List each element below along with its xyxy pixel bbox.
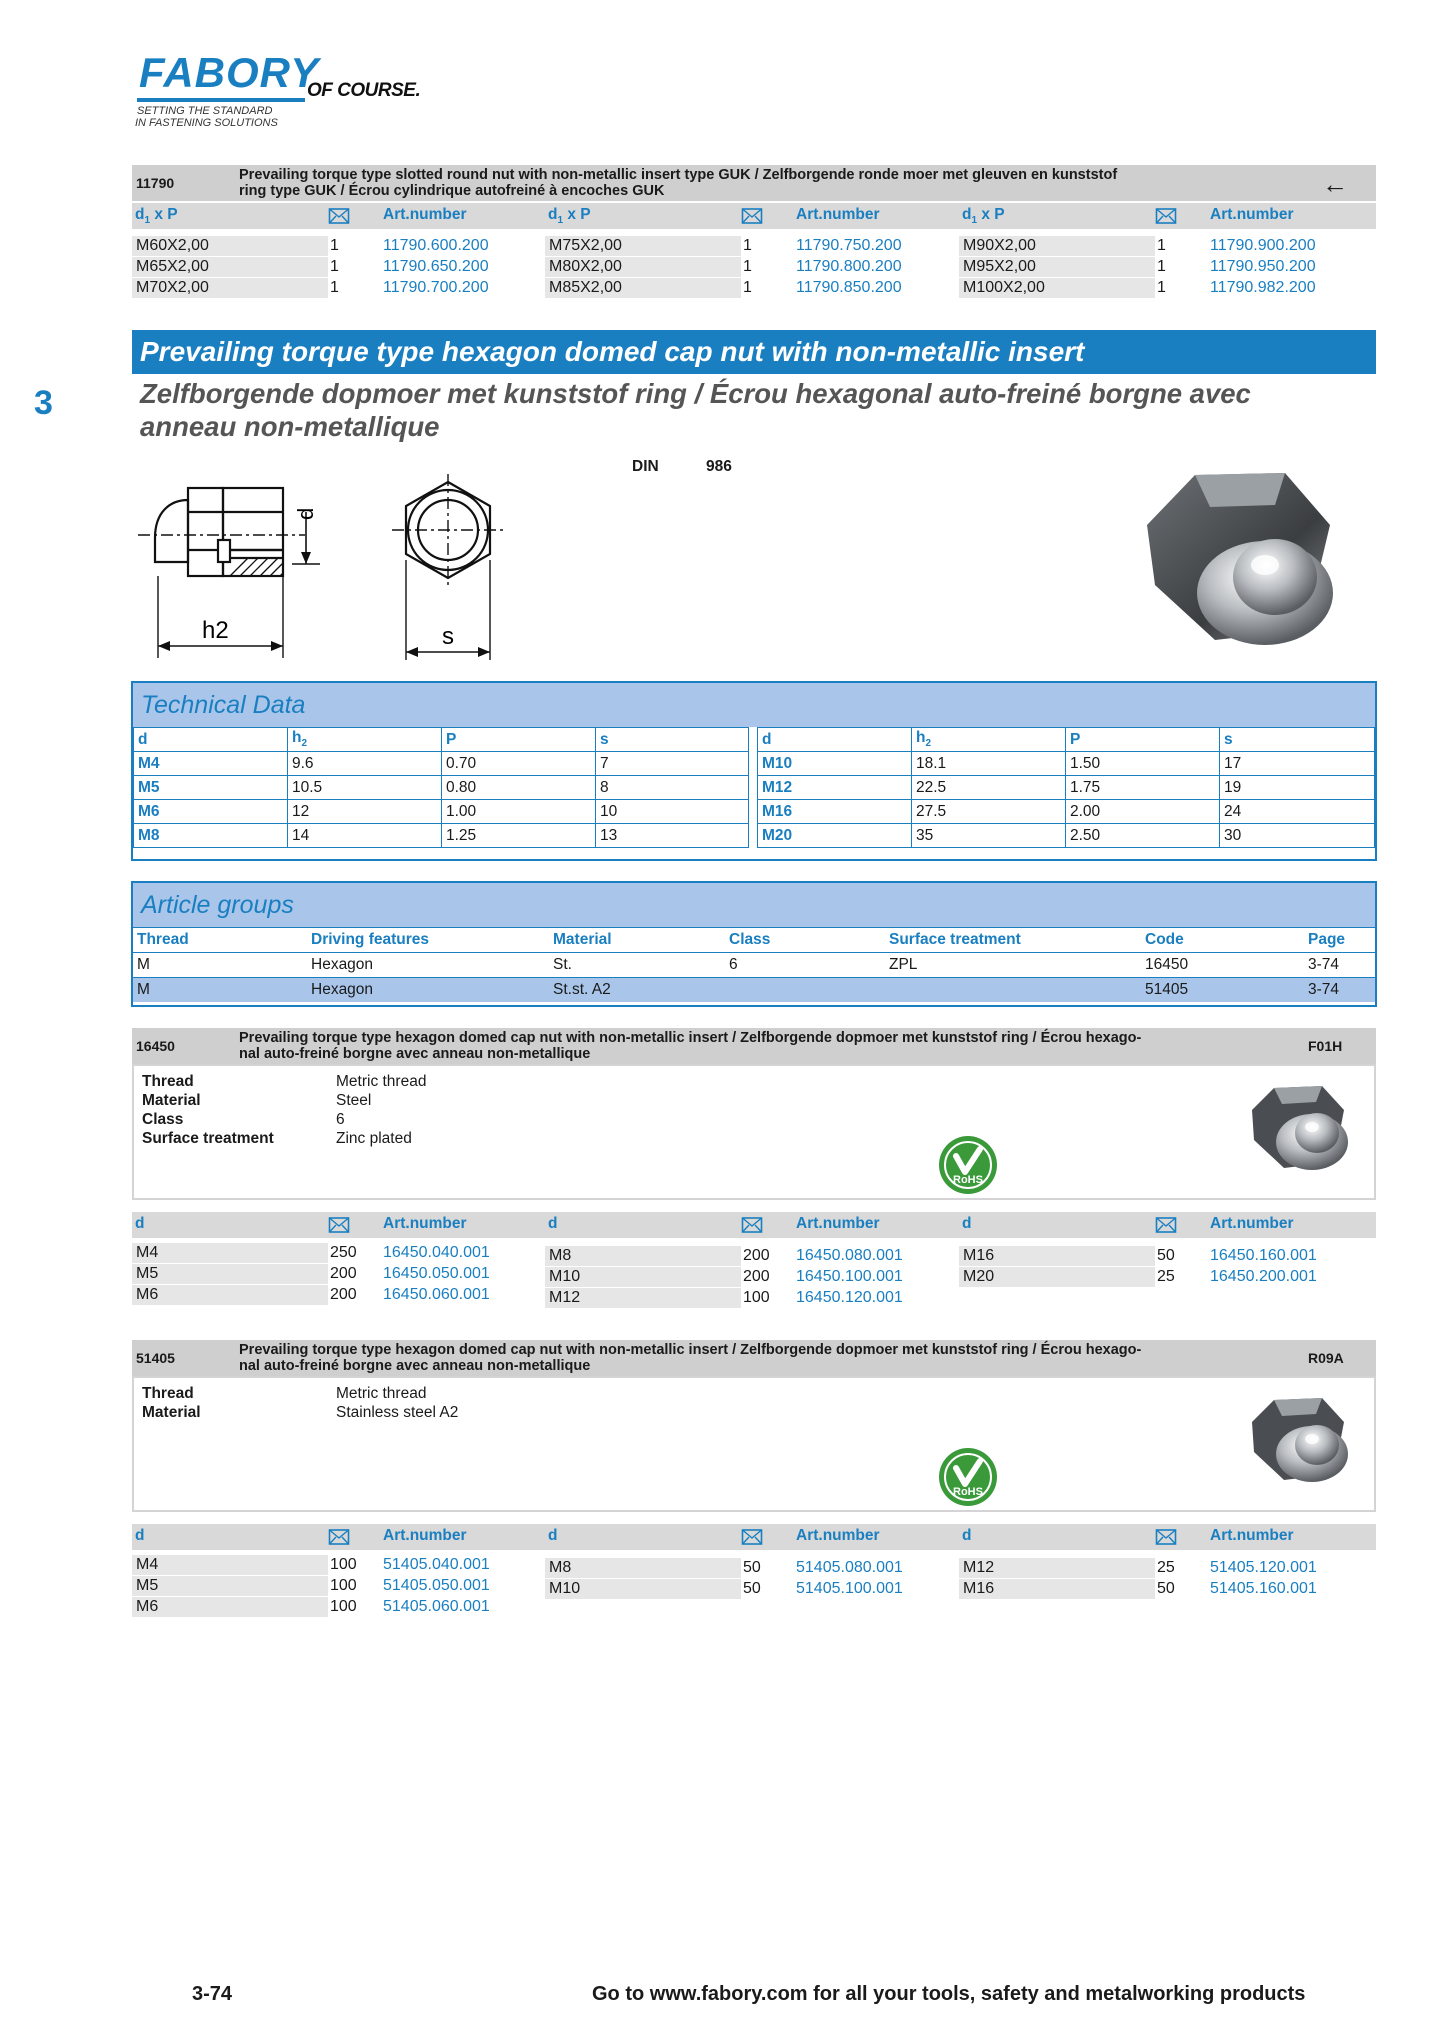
property-label: Material: [142, 1092, 201, 1109]
logo-of-course: OF COURSE.: [307, 80, 421, 101]
size-cell: M95X2,00: [959, 257, 1155, 277]
quantity-cell: 200: [743, 1247, 770, 1264]
section-title: Prevailing torque type hexagon domed cap nut with non-metallic insert: [140, 336, 1085, 367]
article-description-line-2: nal auto-freiné borgne avec anneau non-metallique: [239, 1046, 591, 1062]
cell-d: M8: [134, 824, 288, 848]
column-header-d: d: [548, 1527, 558, 1544]
cell-class: [725, 978, 885, 1003]
quantity-cell: 1: [1157, 237, 1166, 254]
article-number-link[interactable]: 11790.750.200: [796, 237, 902, 254]
cell-s: 24: [1220, 800, 1375, 824]
logo-brand-text: FABORY: [139, 49, 320, 96]
cell-driving-features: Hexagon: [307, 953, 549, 978]
cell-s: 13: [596, 824, 749, 848]
column-header-size: $d_1$ x P: [962, 206, 1005, 227]
packaging-quantity-icon: [1155, 207, 1177, 225]
article-number-link[interactable]: 16450.060.001: [383, 1286, 490, 1303]
cell-material: St.st. A2: [549, 978, 725, 1003]
cell-d: M20: [758, 824, 912, 848]
property-value: Steel: [336, 1092, 372, 1109]
quantity-cell: 100: [330, 1556, 357, 1573]
table-row: [134, 824, 749, 848]
article-description-line-2: ring type GUK / Écrou cylindrique autofreiné à encoches GUK: [239, 183, 665, 199]
article-groups-title: Article groups: [141, 891, 294, 919]
table-row: [758, 776, 1375, 800]
quantity-cell: 200: [330, 1286, 357, 1303]
article-number-link[interactable]: 51405.100.001: [796, 1580, 903, 1597]
size-cell: M8: [545, 1558, 741, 1578]
article-number-link[interactable]: 11790.800.200: [796, 258, 902, 275]
header-surface-treatment: Surface treatment: [885, 928, 1141, 953]
cell-p: 1.75: [1066, 776, 1220, 800]
article-groups-panel: [131, 881, 1377, 1007]
cell-h2: 12: [288, 800, 442, 824]
column-header-art-number: Art.number: [796, 1527, 880, 1544]
footer-promo-text: Go to www.fabory.com for all your tools, safety and metalworking products: [592, 1983, 1306, 2005]
rohs-badge-icon: [939, 1448, 997, 1506]
cell-thread: M: [133, 953, 307, 978]
packaging-quantity-icon: [328, 207, 350, 225]
quantity-cell: 1: [743, 258, 752, 275]
property-value: 6: [336, 1111, 345, 1128]
cell-h2: 35: [912, 824, 1066, 848]
product-thumbnail: [1244, 1080, 1364, 1180]
article-tag: R09A: [1308, 1350, 1344, 1366]
size-cell: M80X2,00: [545, 257, 741, 277]
header-s: s: [596, 728, 749, 752]
cell-d: M6: [134, 800, 288, 824]
table-row: [134, 752, 749, 776]
cell-d: M5: [134, 776, 288, 800]
size-cell: M65X2,00: [132, 257, 328, 277]
table-header-row: [758, 728, 1375, 752]
cell-d: M12: [758, 776, 912, 800]
technical-drawing: [130, 470, 520, 670]
article-description-line-1: Prevailing torque type hexagon domed cap nut with non-metallic insert / Zelfborgende dopmoer met kunststof ring / Écrou hexago-: [239, 1030, 1142, 1046]
column-header-d: d: [135, 1215, 145, 1232]
header-h2: $h_2$: [912, 728, 1066, 752]
article-number-link[interactable]: 16450.100.001: [796, 1268, 903, 1285]
article-number-link[interactable]: 16450.120.001: [796, 1289, 903, 1306]
article-number-link[interactable]: 11790.900.200: [1210, 237, 1316, 254]
quantity-cell: 100: [330, 1577, 357, 1594]
brand-logo: [135, 49, 435, 132]
header-d: d: [134, 728, 288, 752]
quantity-cell: 1: [330, 279, 339, 296]
property-value: Stainless steel A2: [336, 1404, 459, 1421]
table-header-row: [134, 728, 749, 752]
article-description-line-2: nal auto-freiné borgne avec anneau non-metallique: [239, 1358, 591, 1374]
cell-h2: 14: [288, 824, 442, 848]
header-p: P: [442, 728, 596, 752]
packaging-quantity-icon: [741, 1528, 763, 1546]
header-d: d: [758, 728, 912, 752]
article-description-line-1: Prevailing torque type slotted round nut with non-metallic insert type GUK / Zelfborgende ronde moer met gleuven en kunststof: [239, 167, 1118, 183]
cell-page[interactable]: 3-74: [1304, 978, 1375, 1003]
cell-s: 19: [1220, 776, 1375, 800]
article-number-link[interactable]: 11790.650.200: [383, 258, 489, 275]
quantity-cell: 50: [1157, 1580, 1175, 1597]
packaging-quantity-icon: [328, 1528, 350, 1546]
table-row: [758, 752, 1375, 776]
column-header-d: d: [962, 1215, 972, 1232]
article-number-link[interactable]: 51405.080.001: [796, 1559, 903, 1576]
header-page: Page: [1304, 928, 1375, 953]
page-number: 3-74: [192, 1983, 233, 2005]
quantity-cell: 1: [1157, 258, 1166, 275]
logo-underline: [137, 98, 305, 102]
size-cell: M75X2,00: [545, 236, 741, 256]
packaging-quantity-icon: [1155, 1216, 1177, 1234]
header-s: s: [1220, 728, 1375, 752]
size-cell: M6: [132, 1597, 328, 1617]
packaging-quantity-icon: [1155, 1528, 1177, 1546]
table-row[interactable]: [133, 978, 1375, 1003]
rohs-label: RoHS: [953, 1486, 983, 1498]
size-cell: M12: [959, 1558, 1155, 1578]
article-number-link[interactable]: 51405.160.001: [1210, 1580, 1317, 1597]
quantity-cell: 25: [1157, 1268, 1175, 1285]
article-number-link[interactable]: 16450.200.001: [1210, 1268, 1317, 1285]
size-cell: M4: [132, 1555, 328, 1575]
column-header-art-number: Art.number: [383, 1215, 467, 1232]
property-label: Thread: [142, 1073, 194, 1090]
article-number-link[interactable]: 16450.160.001: [1210, 1247, 1317, 1264]
rohs-badge-icon: [939, 1136, 997, 1194]
din-number: 986: [706, 458, 732, 475]
header-material: Material: [549, 928, 725, 953]
table-row[interactable]: [133, 953, 1375, 978]
property-value: Zinc plated: [336, 1130, 412, 1147]
table-row: [134, 800, 749, 824]
section-subtitle-line-1: Zelfborgende dopmoer met kunststof ring / Écrou hexagonal auto-freiné borgne avec: [140, 378, 1251, 409]
article-header-11790: [132, 165, 1376, 201]
technical-data-title-bar: [133, 683, 1375, 727]
article-number-link[interactable]: 51405.050.001: [383, 1577, 490, 1594]
quantity-cell: 50: [743, 1559, 761, 1576]
header-driving-features: Driving features: [307, 928, 549, 953]
din-label: DIN: [632, 458, 659, 475]
size-cell: M85X2,00: [545, 278, 741, 298]
cell-s: 10: [596, 800, 749, 824]
article-description-line-1: Prevailing torque type hexagon domed cap nut with non-metallic insert / Zelfborgende dopmoer met kunststof ring / Écrou hexago-: [239, 1342, 1142, 1358]
column-header-art-number: Art.number: [1210, 206, 1294, 223]
article-number-link[interactable]: 11790.600.200: [383, 237, 489, 254]
cell-code[interactable]: 16450: [1141, 953, 1304, 978]
column-header-d: d: [962, 1527, 972, 1544]
size-cell: M8: [545, 1246, 741, 1266]
size-cell: M100X2,00: [959, 278, 1155, 298]
property-label: Surface treatment: [142, 1130, 274, 1147]
cell-thread: M: [133, 978, 307, 1003]
technical-data-title: Technical Data: [141, 691, 306, 719]
size-cell: M70X2,00: [132, 278, 328, 298]
cell-page[interactable]: 3-74: [1304, 953, 1375, 978]
table-row: [758, 824, 1375, 848]
cell-h2: 18.1: [912, 752, 1066, 776]
article-number-link[interactable]: 51405.120.001: [1210, 1559, 1317, 1576]
cell-p: 2.50: [1066, 824, 1220, 848]
cell-code[interactable]: 51405: [1141, 978, 1304, 1003]
cell-h2: 10.5: [288, 776, 442, 800]
property-label: Thread: [142, 1385, 194, 1402]
product-properties-box: [132, 1376, 1376, 1512]
article-number-link[interactable]: 51405.040.001: [383, 1556, 490, 1573]
property-value: Metric thread: [336, 1385, 427, 1402]
size-cell: M16: [959, 1579, 1155, 1599]
column-header-art-number: Art.number: [383, 206, 467, 223]
cell-s: 30: [1220, 824, 1375, 848]
header-h2: $h_2$: [288, 728, 442, 752]
size-cell: M20: [959, 1267, 1155, 1287]
rohs-label: RoHS: [953, 1174, 983, 1186]
quantity-cell: 1: [743, 279, 752, 296]
packaging-quantity-icon: [328, 1216, 350, 1234]
quantity-cell: 100: [330, 1598, 357, 1615]
table-header-row: [133, 928, 1375, 953]
quantity-cell: 25: [1157, 1559, 1175, 1576]
dimension-s-label: s: [442, 623, 454, 650]
section-title-banner: [132, 330, 1376, 374]
size-cell: M90X2,00: [959, 236, 1155, 256]
article-groups-title-bar: [133, 883, 1375, 927]
cell-h2: 9.6: [288, 752, 442, 776]
cell-driving-features: Hexagon: [307, 978, 549, 1003]
logo-tagline-2: IN FASTENING SOLUTIONS: [135, 117, 278, 129]
product-thumbnail: [1244, 1392, 1364, 1492]
header-thread: Thread: [133, 928, 307, 953]
cell-p: 1.50: [1066, 752, 1220, 776]
cell-class: 6: [725, 953, 885, 978]
article-number-link[interactable]: 16450.040.001: [383, 1244, 490, 1261]
chapter-number: 3: [34, 384, 53, 422]
property-value: Metric thread: [336, 1073, 427, 1090]
article-number-link[interactable]: 16450.050.001: [383, 1265, 490, 1282]
cell-material: St.: [549, 953, 725, 978]
cell-p: 1.25: [442, 824, 596, 848]
size-cell: M10: [545, 1267, 741, 1287]
cell-p: 2.00: [1066, 800, 1220, 824]
column-header-d: d: [548, 1215, 558, 1232]
product-photo-cap-nut: [1125, 465, 1370, 665]
column-header-art-number: Art.number: [1210, 1215, 1294, 1232]
quantity-cell: 1: [330, 237, 339, 254]
cell-surface-treatment: [885, 978, 1141, 1003]
cell-s: 17: [1220, 752, 1375, 776]
column-header-art-number: Art.number: [796, 1215, 880, 1232]
logo-tagline-1: SETTING THE STANDARD: [137, 105, 273, 117]
cell-p: 0.70: [442, 752, 596, 776]
header-code: Code: [1141, 928, 1304, 953]
quantity-cell: 100: [743, 1289, 770, 1306]
cell-d: M4: [134, 752, 288, 776]
back-arrow-icon[interactable]: ←: [1322, 169, 1348, 199]
quantity-cell: 50: [1157, 1247, 1175, 1264]
packaging-quantity-icon: [741, 1216, 763, 1234]
article-header-51405: [132, 1340, 1376, 1376]
column-header-d: d: [135, 1527, 145, 1544]
column-header-size: $d_1$ x P: [135, 206, 178, 227]
quantity-cell: 1: [330, 258, 339, 275]
column-header-art-number: Art.number: [796, 206, 880, 223]
size-cell: M4: [132, 1243, 328, 1263]
property-label: Class: [142, 1111, 184, 1128]
article-number-link[interactable]: 11790.982.200: [1210, 279, 1316, 296]
cell-d: M10: [758, 752, 912, 776]
dimension-h2-label: h2: [202, 617, 229, 644]
size-cell: M12: [545, 1288, 741, 1308]
header-class: Class: [725, 928, 885, 953]
cell-h2: 22.5: [912, 776, 1066, 800]
quantity-cell: 200: [330, 1265, 357, 1282]
technical-data-table-left: [133, 727, 749, 848]
cell-s: 8: [596, 776, 749, 800]
article-number-link[interactable]: 16450.080.001: [796, 1247, 903, 1264]
cell-p: 1.00: [442, 800, 596, 824]
article-groups-table: [133, 927, 1375, 1002]
quantity-cell: 50: [743, 1580, 761, 1597]
technical-data-table-right: [757, 727, 1375, 848]
column-header-size: $d_1$ x P: [548, 206, 591, 227]
size-cell: M10: [545, 1579, 741, 1599]
quantity-cell: 200: [743, 1268, 770, 1285]
size-cell: M5: [132, 1264, 328, 1284]
article-header-16450: [132, 1028, 1376, 1064]
cell-surface-treatment: ZPL: [885, 953, 1141, 978]
article-number-link[interactable]: 51405.060.001: [383, 1598, 490, 1615]
technical-data-panel: [131, 681, 1377, 861]
quantity-cell: 250: [330, 1244, 357, 1261]
article-code: 16450: [136, 1038, 175, 1054]
article-code: 51405: [136, 1350, 175, 1366]
article-number-link[interactable]: 11790.700.200: [383, 279, 489, 296]
table-row: [134, 776, 749, 800]
table-row: [758, 800, 1375, 824]
size-cell: M6: [132, 1285, 328, 1305]
article-number-link[interactable]: 11790.950.200: [1210, 258, 1316, 275]
article-tag: F01H: [1308, 1038, 1343, 1054]
property-label: Material: [142, 1404, 201, 1421]
article-code: 11790: [136, 175, 175, 191]
cell-p: 0.80: [442, 776, 596, 800]
header-p: P: [1066, 728, 1220, 752]
column-header-art-number: Art.number: [383, 1527, 467, 1544]
product-properties-box: [132, 1064, 1376, 1200]
column-header-art-number: Art.number: [1210, 1527, 1294, 1544]
cell-s: 7: [596, 752, 749, 776]
cell-h2: 27.5: [912, 800, 1066, 824]
cell-d: M16: [758, 800, 912, 824]
packaging-quantity-icon: [741, 207, 763, 225]
size-cell: M16: [959, 1246, 1155, 1266]
quantity-cell: 1: [1157, 279, 1166, 296]
quantity-cell: 1: [743, 237, 752, 254]
article-number-link[interactable]: 11790.850.200: [796, 279, 902, 296]
size-cell: M5: [132, 1576, 328, 1596]
dimension-d-label: d: [293, 507, 318, 520]
section-subtitle-line-2: anneau non-metallique: [140, 411, 440, 442]
size-cell: M60X2,00: [132, 236, 328, 256]
